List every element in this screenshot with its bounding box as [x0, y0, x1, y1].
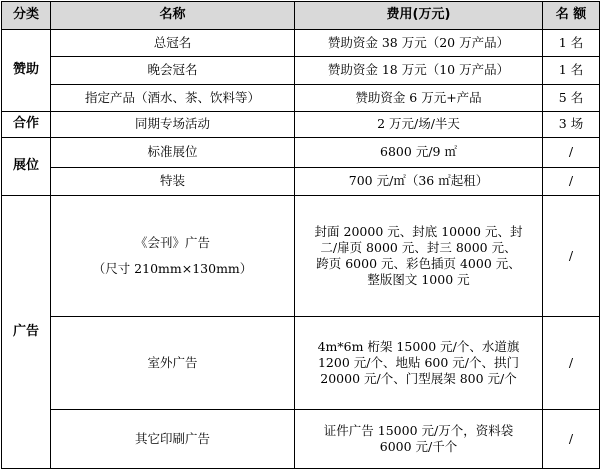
item-fee: 赞助资金 38 万元（20 万产品） — [295, 29, 543, 56]
item-quota: / — [543, 410, 600, 469]
item-quota: / — [543, 137, 600, 167]
fee-line: 20000 元/个、门型展架 800 元/个 — [320, 371, 517, 387]
table-row — [2, 29, 600, 56]
table-row — [2, 56, 600, 85]
category-booth: 展位 — [2, 137, 51, 196]
category-ad: 广告 — [2, 196, 51, 469]
fee-line: 封面 20000 元、封底 10000 元、封 — [314, 223, 523, 239]
fee-line: 6000 元/千个 — [379, 439, 458, 455]
item-quota: 5 名 — [543, 85, 600, 112]
fee-line: 二/扉页 8000 元、封三 8000 元、 — [320, 239, 517, 255]
table-row — [2, 112, 600, 138]
fee-line: 整版图文 1000 元 — [367, 272, 470, 288]
item-name — [51, 196, 295, 316]
journal-ad-name: 《会刊》广告 — [134, 235, 210, 251]
item-fee — [295, 316, 543, 410]
item-quota: 1 名 — [543, 29, 600, 56]
item-name: 同期专场活动 — [51, 112, 295, 138]
item-fee: 6800 元/9 ㎡ — [295, 137, 543, 167]
category-sponsor: 赞助 — [2, 29, 51, 111]
item-name: 其它印刷广告 — [51, 410, 295, 469]
item-quota: 1 名 — [543, 56, 600, 85]
price-table — [1, 1, 600, 469]
item-name: 总冠名 — [51, 29, 295, 56]
header-quota: 名 额 — [543, 2, 600, 30]
fee-line: 跨页 6000 元、彩色插页 4000 元、 — [316, 256, 521, 272]
item-quota: / — [543, 316, 600, 410]
item-name: 晚会冠名 — [51, 56, 295, 85]
item-fee: 赞助资金 6 万元+产品 — [295, 85, 543, 112]
item-quota: 3 场 — [543, 112, 600, 138]
header-category: 分类 — [2, 2, 51, 30]
item-fee — [295, 410, 543, 469]
table-row — [2, 410, 600, 469]
item-fee: 赞助资金 18 万元（10 万产品） — [295, 56, 543, 85]
item-fee: 2 万元/场/半天 — [295, 112, 543, 138]
item-name: 特装 — [51, 167, 295, 196]
header-name: 名称 — [51, 2, 295, 30]
table-row — [2, 137, 600, 167]
item-name: 室外广告 — [51, 316, 295, 410]
table-row — [2, 167, 600, 196]
item-fee — [295, 196, 543, 316]
table-row — [2, 316, 600, 410]
header-fee: 费用(万元) — [295, 2, 543, 30]
item-quota: / — [543, 196, 600, 316]
table-row — [2, 85, 600, 112]
item-name: 标准展位 — [51, 137, 295, 167]
fee-line: 证件广告 15000 元/万个，资料袋 — [323, 422, 514, 438]
header-row — [2, 2, 600, 30]
category-cooperation: 合作 — [2, 112, 51, 138]
item-fee: 700 元/㎡（36 ㎡起租） — [295, 167, 543, 196]
fee-line: 1200 元/个、地贴 600 元/个、拱门 — [317, 354, 519, 370]
item-quota: / — [543, 167, 600, 196]
journal-ad-size: （尺寸 210mm×130mm） — [92, 261, 253, 277]
table-row — [2, 196, 600, 316]
item-name: 指定产品（酒水、茶、饮料等） — [51, 85, 295, 112]
fee-line: 4m*6m 桁架 15000 元/个、水道旗 — [317, 338, 520, 354]
